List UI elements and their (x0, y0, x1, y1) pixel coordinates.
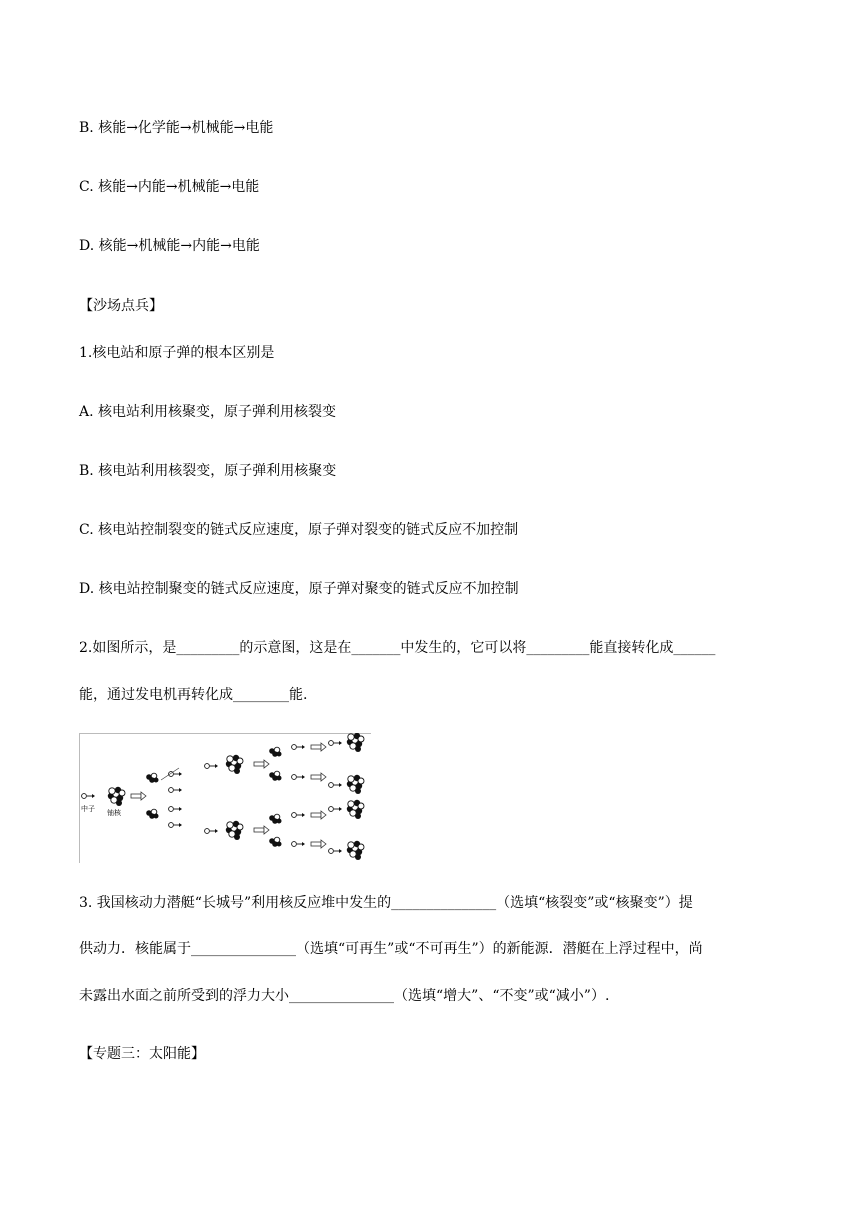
option-d-prev: D. 核能→机械能→内能→电能 (79, 238, 260, 254)
q3-line-2: 供动力．核能属于_______________（选填“可再生”或“不可再生”）的新能源．潜艇在上浮过程中，尚 (79, 941, 703, 957)
q1-option-a: A. 核电站利用核聚变，原子弹利用核裂变 (79, 404, 337, 420)
section-heading-solar: 【专题三：太阳能】 (79, 1046, 205, 1062)
q1-stem: 1.核电站和原子弹的根本区别是 (79, 345, 275, 361)
neutron-label: 中子 (81, 805, 95, 813)
option-b-prev: B. 核能→化学能→机械能→电能 (79, 120, 274, 136)
option-c-prev: C. 核能→内能→机械能→电能 (79, 179, 260, 195)
q3-line-3: 未露出水面之前所受到的浮力大小_______________（选填“增大”、“不变”或“减小”）. (79, 988, 610, 1004)
q1-option-b: B. 核电站利用核裂变，原子弹利用核聚变 (79, 463, 337, 479)
q1-option-c: C. 核电站控制裂变的链式反应速度，原子弹对裂变的链式反应不加控制 (79, 522, 519, 538)
q1-option-d: D. 核电站控制聚变的链式反应速度，原子弹对聚变的链式反应不加控制 (79, 581, 519, 597)
chain-reaction-figure (79, 733, 371, 863)
q2-line-1: 2.如图所示，是_________的示意图，这是在_______中发生的，它可以将_________能直接转化成______ (79, 640, 716, 656)
section-heading-practice: 【沙场点兵】 (79, 298, 163, 314)
q2-line-2: 能，通过发电机再转化成________能. (79, 687, 308, 703)
uranium-label: 铀核 (107, 809, 121, 817)
q3-line-1: 3. 我国核动力潜艇“长城号”利用核反应堆中发生的_______________（选填“核裂变”或“核聚变”）提 (79, 895, 693, 911)
